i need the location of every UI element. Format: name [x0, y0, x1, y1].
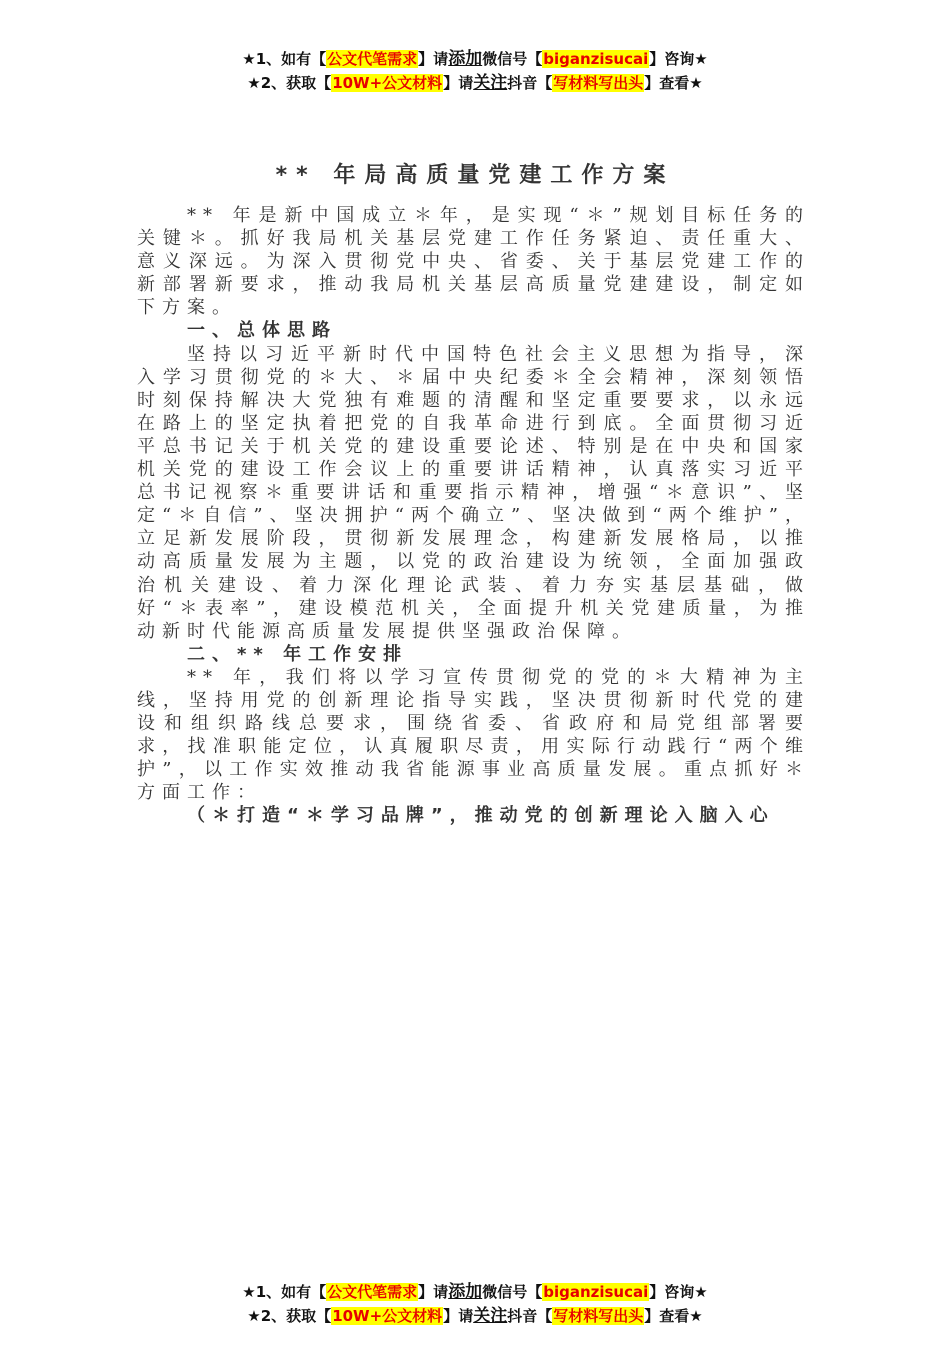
- subsection-heading-1: （＊打造“＊学习品牌”，推动党的创新理论入脑入心: [187, 805, 775, 827]
- banner-line-2: ★2、获取【10W+公文材料】请关注抖音【写材料写出头】查看★: [247, 73, 703, 93]
- section-paragraph-2: ** 年，我们将以学习宣传贯彻党的党的＊大精神为主线，坚持用党的创新理论指导实践，坚决贯彻新时代党的建设和组织路线总要求，围绕省委、省政府和局党组部署要求，找准职能定位，认真履职尽责，用实际行动践行“两个维护”，以工作实效推动我省能源事业高质量发展。重点抓好＊方面工作：: [137, 666, 810, 804]
- banner-line-2: ★2、获取【10W+公文材料】请关注抖音【写材料写出头】查看★: [247, 1306, 703, 1326]
- document-title: ** 年局高质量党建工作方案: [275, 163, 675, 188]
- highlight-text: 公文代笔需求: [327, 50, 418, 68]
- banner-line-1: ★1、如有【公文代笔需求】请添加微信号【biganzisucai】咨询★: [242, 1282, 708, 1302]
- highlight-text: biganzisucai: [543, 1283, 649, 1301]
- banner-line-1: ★1、如有【公文代笔需求】请添加微信号【biganzisucai】咨询★: [242, 49, 708, 69]
- section-heading-2: 二、** 年工作安排: [187, 643, 409, 665]
- top-banner: [0, 47, 950, 95]
- highlight-text: 写材料写出头: [553, 74, 644, 92]
- section-paragraph-1: 坚持以习近平新时代中国特色社会主义思想为指导，深入学习贯彻党的＊大、＊届中央纪委＊全会精神，深刻领悟时刻保持解决大党独有难题的清醒和坚定重要要求，以永远在路上的坚定执着把党的自我革命进行到底。全面贯彻习近平总书记关于机关党的建设重要论述、特别是在中央和国家机关党的建设工作会议上的重要讲话精神，认真落实习近平总书记视察＊重要讲话和重要指示精神，增强“＊意识”、坚定“＊自信”、坚决拥护“两个确立”、坚决做到“两个维护”，立足新发展阶段，贯彻新发展理念，构建新发展格局，以推动高质量发展为主题，以党的政治建设为统领，全面加强政治机关建设、着力深化理论武装、着力夯实基层基础，做好“＊表率”，建设模范机关，全面提升机关党建质量，为推动新时代能源高质量发展提供坚强政治保障。: [137, 343, 810, 642]
- document-body: [137, 204, 810, 828]
- highlight-text: biganzisucai: [543, 50, 649, 68]
- highlight-text: 公文代笔需求: [327, 1283, 418, 1301]
- highlight-text: 10W+公文材料: [332, 1307, 443, 1325]
- highlight-text: 10W+公文材料: [332, 74, 443, 92]
- highlight-text: 写材料写出头: [553, 1307, 644, 1325]
- bottom-banner: [0, 1280, 950, 1328]
- intro-paragraph: ** 年是新中国成立＊年，是实现“＊”规划目标任务的关键＊。抓好我局机关基层党建工作任务紧迫、责任重大、意义深远。为深入贯彻党中央、省委、关于基层党建工作的新部署新要求，推动我局机关基层高质量党建建设，制定如下方案。: [137, 205, 810, 319]
- section-heading-1: 一、总体思路: [187, 320, 337, 342]
